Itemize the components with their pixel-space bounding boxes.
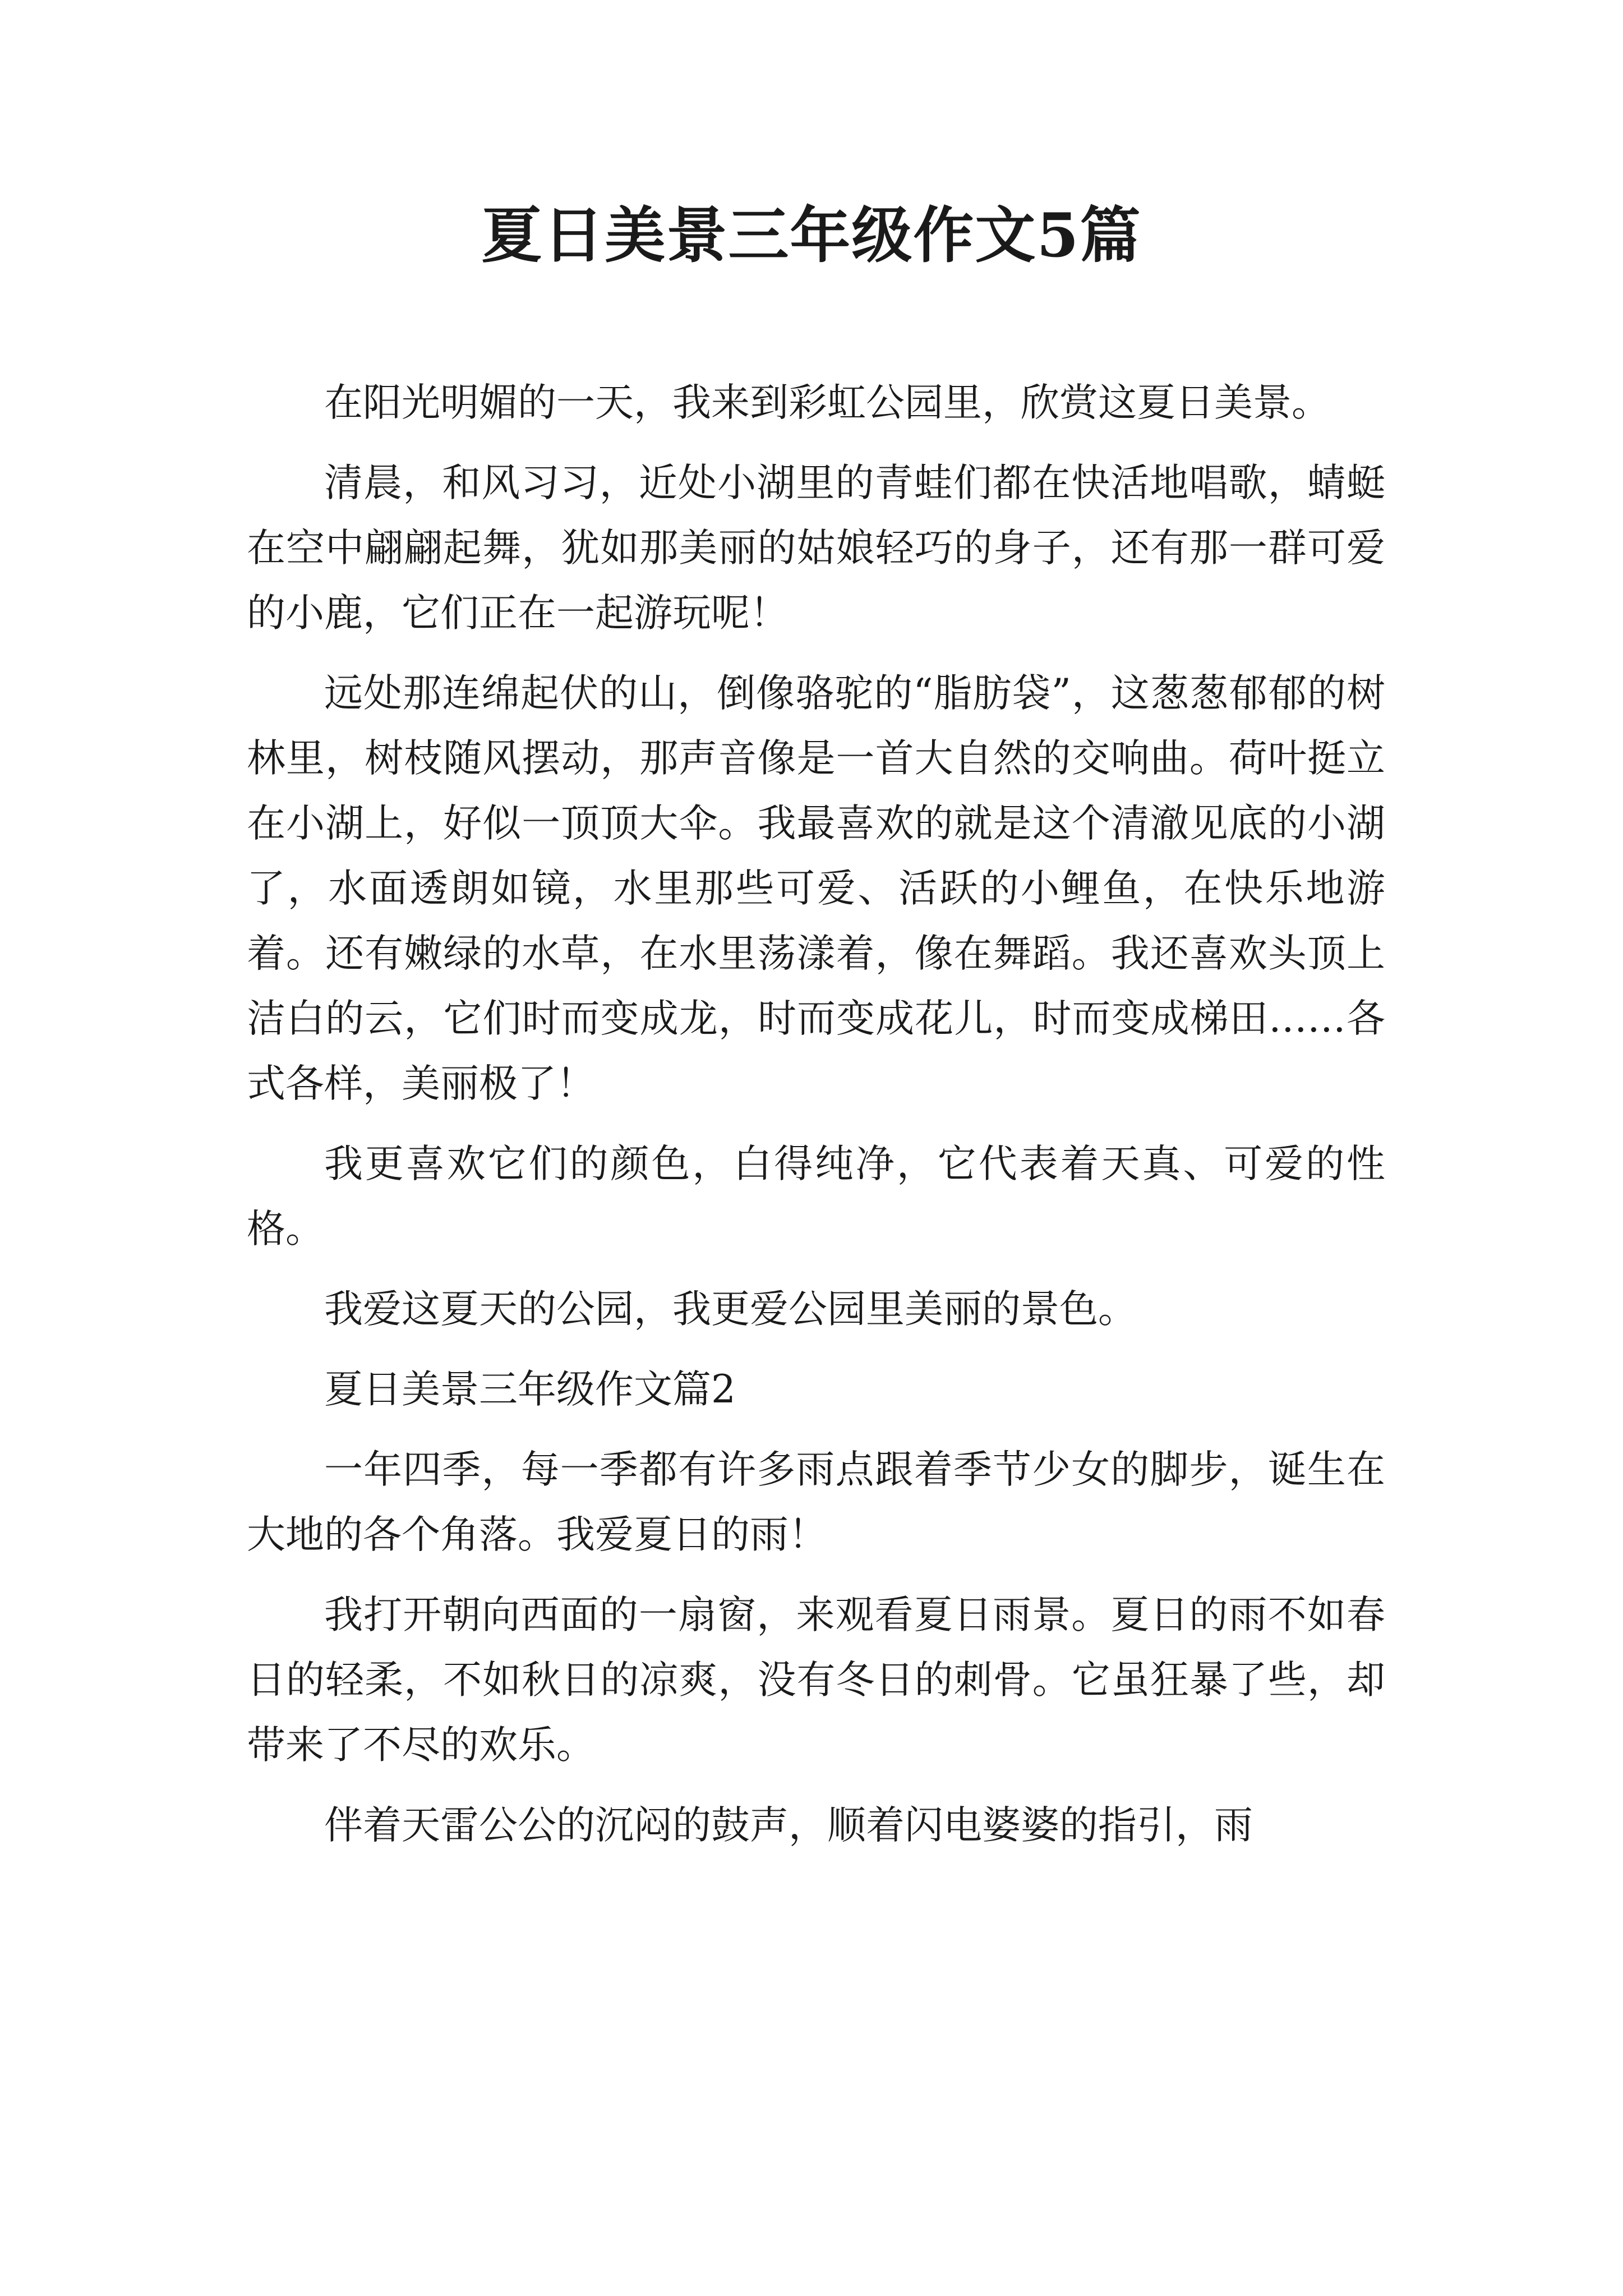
paragraph-2: 清晨，和风习习，近处小湖里的青蛙们都在快活地唱歌，蜻蜓在空中翩翩起舞，犹如那美丽的姑娘轻巧的身子，还有那一群可爱的小鹿，它们正在一起游玩呢！ — [247, 461, 1385, 636]
paragraph-6: 一年四季，每一季都有许多雨点跟着季节少女的脚步，诞生在大地的各个角落。我爱夏日的雨！ — [247, 1447, 1385, 1557]
paragraph-7: 我打开朝向西面的一扇窗，来观看夏日雨景。夏日的雨不如春日的轻柔，不如秋日的凉爽，没有冬日的刺骨。它虽狂暴了些，却带来了不尽的欢乐。 — [247, 1593, 1385, 1768]
section-heading-2: 夏日美景三年级作文篇2 — [324, 1367, 736, 1412]
document-title: 夏日美景三年级作文5篇 — [481, 200, 1142, 271]
paragraph-1: 在阳光明媚的一天，我来到彩虹公园里，欣赏这夏日美景。 — [324, 380, 1330, 425]
paragraph-8: 伴着天雷公公的沉闷的鼓声，顺着闪电婆婆的指引，雨 — [324, 1803, 1253, 1848]
paragraph-5: 我爱这夏天的公园，我更爱公园里美丽的景色。 — [324, 1287, 1137, 1332]
document-body — [247, 370, 1385, 1873]
paragraph-4: 我更喜欢它们的颜色，白得纯净，它代表着天真、可爱的性格。 — [247, 1142, 1385, 1251]
paragraph-3: 远处那连绵起伏的山，倒像骆驼的“脂肪袋”，这葱葱郁郁的树林里，树枝随风摆动，那声音像是一首大自然的交响曲。荷叶挺立在小湖上，好似一顶顶大伞。我最喜欢的就是这个清澈见底的小湖了，水面透朗如镜，水里那些可爱、活跃的小鲤鱼，在快乐地游着。还有嫩绿的水草，在水里荡漾着，像在舞蹈。我还喜欢头顶上洁白的云，它们时而变成龙，时而变成花儿，时而变成梯田……各式各样，美丽极了！ — [247, 671, 1385, 1106]
